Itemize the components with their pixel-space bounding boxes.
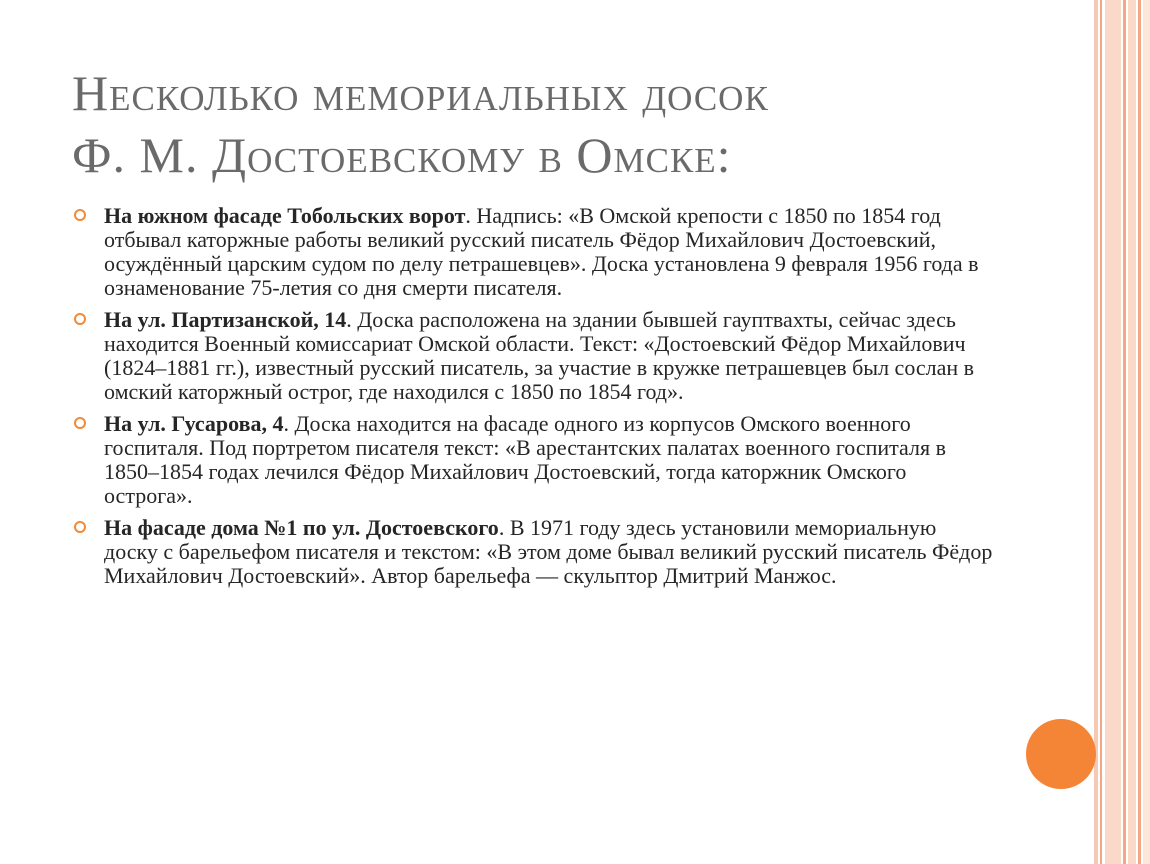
- slide-title-line-2: Ф. М. Достоевскому в Омске:: [72, 127, 732, 183]
- stripe: [1138, 0, 1141, 864]
- bullet-text: [104, 411, 946, 508]
- bullet-text: [104, 307, 974, 404]
- slide-title: [72, 62, 1032, 186]
- slide-title-line-1: Несколько мемориальных досок: [72, 65, 769, 121]
- bullet-circle-icon: [74, 313, 86, 325]
- stripe: [1100, 0, 1102, 864]
- bullet-text: [104, 203, 979, 300]
- bullet-heading: На ул. Партизанской, 14: [104, 307, 347, 332]
- bullet-text: [104, 515, 992, 588]
- bullet-item: [74, 308, 994, 404]
- stripe: [1128, 0, 1136, 864]
- bullet-heading: На южном фасаде Тобольских ворот: [104, 203, 466, 228]
- bullet-body: . Доска расположена на здании бывшей гауптвахты, сейчас здесь находится Военный комиссариат Омской области. Текст: «Достоевский Фёдор Михайлович (1824–1881 гг.), известный русский писатель, за участие в кружке петрашевцев был сослан в омский каторжный острог, где находился с 1850 по 1854 год».: [104, 307, 975, 404]
- bullet-circle-icon: [74, 417, 86, 429]
- decorative-side-stripes: [1094, 0, 1150, 864]
- bullet-heading: На ул. Гусарова, 4: [104, 411, 284, 436]
- bullet-circle-icon: [74, 209, 86, 221]
- bullet-heading: На фасаде дома №1 по ул. Достоевского: [104, 515, 499, 540]
- bullet-list: [74, 204, 994, 596]
- bullet-body: . Доска находится на фасаде одного из корпусов Омского военного госпиталя. Под портретом писателя текст: «В арестантских палатах военного госпиталя в 1850–1854 годах лечился Фёдор Михайлович Достоевский, тогда каторжник Омского острога».: [104, 411, 946, 508]
- stripe: [1094, 0, 1098, 864]
- bullet-circle-icon: [74, 521, 86, 533]
- stripe: [1105, 0, 1121, 864]
- bullet-item: [74, 412, 994, 508]
- stripe: [1123, 0, 1126, 864]
- stripe: [1143, 0, 1150, 864]
- bullet-item: [74, 516, 994, 588]
- bullet-item: [74, 204, 994, 300]
- bullet-body: . В 1971 году здесь установили мемориальную доску с барельефом писателя и текстом: «В этом доме бывал великий русский писатель Фёдор Михайлович Достоевский». Автор барельефа — скульптор Дмитрий Манжос.: [104, 515, 993, 588]
- bullet-body: . Надпись: «В Омской крепости с 1850 по 1854 год отбывал каторжные работы великий русский писатель Фёдор Михайлович Достоевский, осуждённый царским судом по делу петрашевцев». Доска установлена 9 февраля 1956 года в ознаменование 75-летия со дня смерти писателя.: [104, 203, 979, 300]
- decorative-orange-circle: [1026, 719, 1096, 789]
